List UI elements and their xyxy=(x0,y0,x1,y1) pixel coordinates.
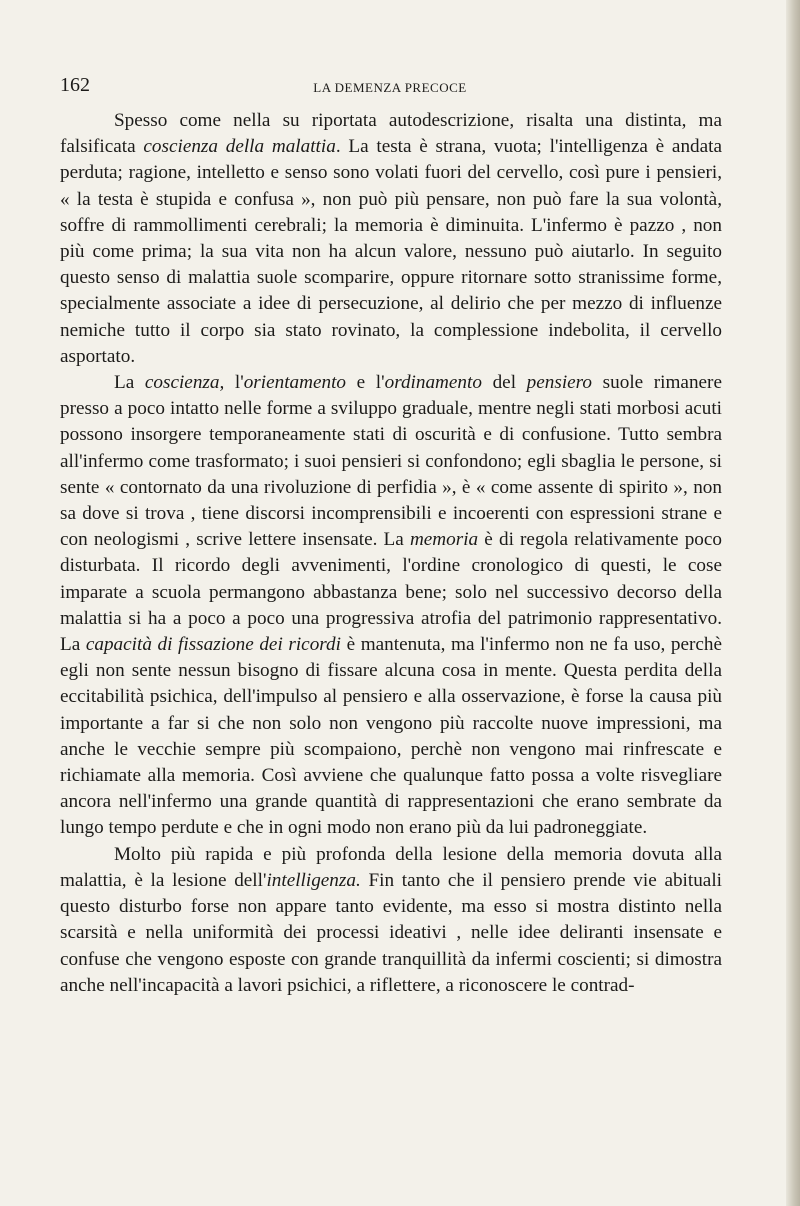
paragraph xyxy=(60,842,722,999)
text-run: suole rimanere presso a poco intatto nelle forme a sviluppo graduale, mentre negli stati morbosi acuti possono insorgere temporaneamente stati di oscurità e di confusione. Tutto sembra all'infermo come trasformato; i suoi pensieri si confondono; egli sbaglia le persone, si sente « contornato da una rivoluzione di perfidia », è « come assente di spirito », non sa dove si trova , tiene discorsi incomprensibili e incoerenti con espressioni strane e con neologismi , scrive lettere insensate. La xyxy=(60,372,722,551)
page-edge-shadow xyxy=(786,0,800,1206)
text-run: del xyxy=(481,372,527,394)
text-run: Molto più rapida e più profonda della lesione della memoria dovuta alla malattia, è la lesione dell' xyxy=(60,843,722,891)
text-run: e l' xyxy=(346,372,385,394)
italic-run: intelligenza. xyxy=(266,869,361,891)
text-run: l' xyxy=(224,372,244,394)
text-run: Fin tanto che il pensiero prende vie abituali questo disturbo forse non appare tanto evidente, ma esso si mostra distinto nella scarsità e nella uniformità dei processi ideativi , nelle idee deliranti insensate e confuse che vengono esposte con grande tranquillità da infermi coscienti; si dimostra anche nell'incapacità a lavori psichici, a riflettere, a riconoscere le contrad- xyxy=(60,869,722,996)
italic-run: coscienza, xyxy=(144,372,225,394)
paragraph xyxy=(60,108,722,370)
italic-run: ordinamento xyxy=(384,372,482,394)
italic-run: memoria xyxy=(409,529,479,551)
page-header xyxy=(60,74,720,104)
page-number: 162 xyxy=(60,74,90,96)
text-run: è di regola relativamente poco disturbata. Il ricordo degli avvenimenti, l'ordine cronologico di questi, le cose imparate a scuola permangono abbastanza bene; solo nel successivo decorso della malattia si ha a poco a poco una progressiva atrofia del patrimonio rappresentativo. La xyxy=(60,529,722,656)
italic-run: coscienza della malattia xyxy=(143,136,336,158)
paragraph xyxy=(60,370,722,842)
body-text xyxy=(60,108,722,999)
text-run: . La testa è strana, vuota; l'intelligenza è andata perduta; ragione, intelletto e senso sono volati fuori del cervello, così pure i pensieri, « la testa è stupida e confusa », non può più pensare, non può fare la sua volontà, soffre di rammollimenti cerebrali; la memoria è diminuita. L'infermo è pazzo , non più come prima; la sua vita non ha alcun valore, nessuno può aiutarlo. In seguito questo senso di malattia suole scomparire, oppure ritornare sotto stranissime forme, specialmente associate a idee di persecuzione, al delirio che per mezzo di influenze nemiche tutto il corpo sia stato rovinato, la complessione indebolita, il cervello asportato. xyxy=(60,136,722,367)
italic-run: orientamento xyxy=(243,372,347,394)
text-run: è mantenuta, ma l'infermo non ne fa uso, perchè egli non sente nessun bisogno di fissare alcuna cosa in mente. Questa perdita della eccitabilità psichica, dell'impulso al pensiero e alla osservazione, è forse la causa più importante a far si che non solo non vengono più raccolte nuove impressioni, ma anche le vecchie sempre più scompaiono, perchè non vengono mai rinfrescate e richiamate alla memoria. Così avviene che qualunque fatto possa a volte risvegliare ancora nell'infermo una grande quantità di rappresentazioni che erano sembrate da lungo tempo perdute e che in ogni modo non erano più da lui padroneggiate. xyxy=(60,634,722,839)
italic-run: pensiero xyxy=(526,372,593,394)
running-title: LA DEMENZA PRECOCE xyxy=(313,80,467,95)
text-run: La xyxy=(114,372,145,394)
text-run: Spesso come nella su riportata autodescrizione, risalta una distinta, ma falsificata xyxy=(60,110,722,158)
italic-run: capacità di fissazione dei ricordi xyxy=(85,634,341,656)
